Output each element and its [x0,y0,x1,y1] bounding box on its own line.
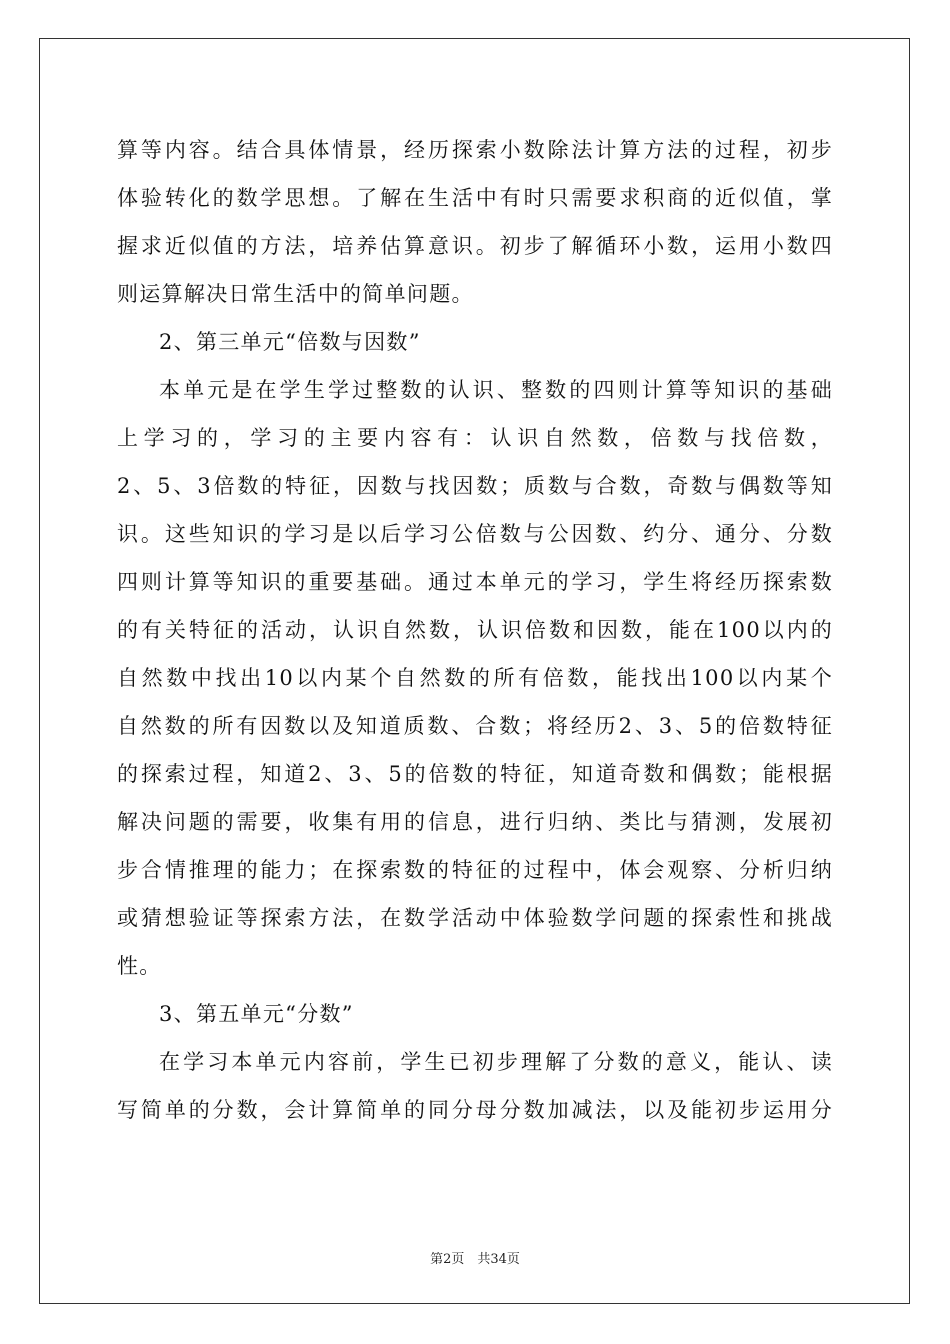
text-line: 体验转化的数学思想。了解在生活中有时只需要求积商的近似值，掌 [117,186,833,210]
text-line: 性。 [117,954,162,978]
text-line: 的探索过程，知道2、3、5的倍数的特征，知道奇数和偶数；能根据 [117,762,833,786]
text-line: 则运算解决日常生活中的简单问题。 [117,282,474,306]
text-line: 的有关特征的活动，认识自然数，认识倍数和因数，能在100以内的 [117,618,833,642]
text-line: 自然数的所有因数以及知道质数、合数；将经历2、3、5的倍数特征 [117,714,833,738]
text-line: 解决问题的需要，收集有用的信息，进行归纳、类比与猜测，发展初 [117,810,833,834]
text-line: 2、5、3倍数的特征，因数与找因数；质数与合数，奇数与偶数等知 [117,474,833,498]
text-line: 本单元是在学生学过整数的认识、整数的四则计算等知识的基础 [159,378,833,402]
document-body [117,126,833,1134]
text-line: 四则计算等知识的重要基础。通过本单元的学习，学生将经历探索数 [117,570,833,594]
text-line: 握求近似值的方法，培养估算意识。初步了解循环小数，运用小数四 [117,234,833,258]
text-line: 算等内容。结合具体情景，经历探索小数除法计算方法的过程，初步 [117,138,833,162]
page-number-footer: 第2页 共34页 [430,1252,520,1267]
section-heading: 3、第五单元“分数” [159,1002,354,1026]
text-line: 或猜想验证等探索方法，在数学活动中体验数学问题的探索性和挑战 [117,906,833,930]
text-line: 上学习的，学习的主要内容有：认识自然数，倍数与找倍数， [117,426,833,450]
text-line: 自然数中找出10以内某个自然数的所有倍数，能找出100以内某个 [117,666,833,690]
text-line: 步合情推理的能力；在探索数的特征的过程中，体会观察、分析归纳 [117,858,833,882]
text-line: 写简单的分数，会计算简单的同分母分数加减法，以及能初步运用分 [117,1098,833,1122]
text-line: 在学习本单元内容前，学生已初步理解了分数的意义，能认、读 [159,1050,833,1074]
text-line: 识。这些知识的学习是以后学习公倍数与公因数、约分、通分、分数 [117,522,833,546]
section-heading: 2、第三单元“倍数与因数” [159,330,421,354]
